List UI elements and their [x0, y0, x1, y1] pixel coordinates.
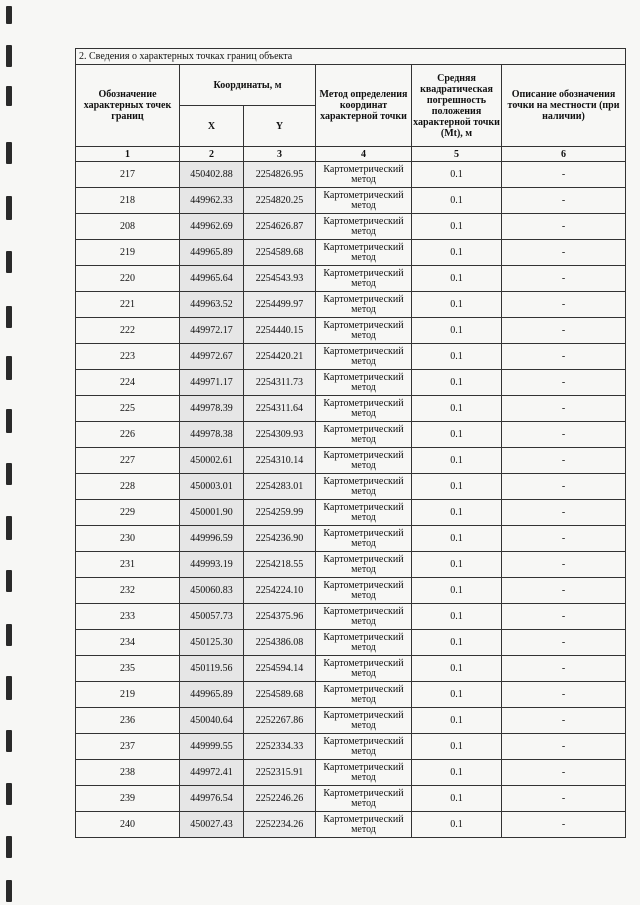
error-cell: 0.1	[412, 266, 502, 292]
method-cell: Картометрический метод	[316, 734, 412, 760]
binding-hole	[6, 570, 12, 592]
description-cell: -	[502, 240, 626, 266]
point-cell: 224	[76, 370, 180, 396]
binding-hole	[6, 86, 12, 106]
description-cell: -	[502, 318, 626, 344]
method-cell: Картометрический метод	[316, 188, 412, 214]
table-row	[76, 188, 626, 214]
description-cell: -	[502, 786, 626, 812]
y-coordinate-cell: 2254259.99	[244, 500, 316, 526]
table-row	[76, 682, 626, 708]
x-coordinate-cell: 449965.64	[180, 266, 244, 292]
x-coordinate-cell: 449965.89	[180, 682, 244, 708]
method-cell: Картометрический метод	[316, 422, 412, 448]
y-coordinate-cell: 2254309.93	[244, 422, 316, 448]
point-cell: 236	[76, 708, 180, 734]
method-cell: Картометрический метод	[316, 396, 412, 422]
table-caption: 2. Сведения о характерных точках границ объекта	[76, 49, 626, 65]
error-cell: 0.1	[412, 162, 502, 188]
description-cell: -	[502, 500, 626, 526]
method-cell: Картометрический метод	[316, 448, 412, 474]
method-cell: Картометрический метод	[316, 552, 412, 578]
header-error: Средняя квадратическая погрешность положения характерной точки (Mt), м	[412, 65, 502, 147]
method-cell: Картометрический метод	[316, 630, 412, 656]
x-coordinate-cell: 450027.43	[180, 812, 244, 838]
x-coordinate-cell: 450040.64	[180, 708, 244, 734]
description-cell: -	[502, 630, 626, 656]
description-cell: -	[502, 448, 626, 474]
error-cell: 0.1	[412, 370, 502, 396]
y-coordinate-cell: 2254820.25	[244, 188, 316, 214]
method-cell: Картометрический метод	[316, 500, 412, 526]
point-cell: 237	[76, 734, 180, 760]
point-cell: 218	[76, 188, 180, 214]
table-row	[76, 240, 626, 266]
binding-hole	[6, 730, 12, 752]
point-cell: 223	[76, 344, 180, 370]
binding-hole	[6, 6, 12, 24]
table-row	[76, 162, 626, 188]
y-coordinate-cell: 2254543.93	[244, 266, 316, 292]
column-number: 1	[76, 147, 180, 162]
error-cell: 0.1	[412, 422, 502, 448]
error-cell: 0.1	[412, 734, 502, 760]
y-coordinate-cell: 2254218.55	[244, 552, 316, 578]
x-coordinate-cell: 449993.19	[180, 552, 244, 578]
description-cell: -	[502, 396, 626, 422]
table-row	[76, 526, 626, 552]
x-coordinate-cell: 450003.01	[180, 474, 244, 500]
error-cell: 0.1	[412, 344, 502, 370]
method-cell: Картометрический метод	[316, 240, 412, 266]
point-cell: 219	[76, 682, 180, 708]
method-cell: Картометрический метод	[316, 370, 412, 396]
table-row	[76, 604, 626, 630]
point-cell: 233	[76, 604, 180, 630]
x-coordinate-cell: 449972.17	[180, 318, 244, 344]
table-row	[76, 318, 626, 344]
y-coordinate-cell: 2254420.21	[244, 344, 316, 370]
y-coordinate-cell: 2254589.68	[244, 682, 316, 708]
x-coordinate-cell: 450125.30	[180, 630, 244, 656]
binding-hole	[6, 463, 12, 485]
y-coordinate-cell: 2254594.14	[244, 656, 316, 682]
point-cell: 228	[76, 474, 180, 500]
description-cell: -	[502, 604, 626, 630]
header-description: Описание обозначения точки на местности (при наличии)	[502, 65, 626, 147]
description-cell: -	[502, 812, 626, 838]
description-cell: -	[502, 578, 626, 604]
column-number: 2	[180, 147, 244, 162]
y-coordinate-cell: 2254589.68	[244, 240, 316, 266]
point-cell: 232	[76, 578, 180, 604]
point-cell: 217	[76, 162, 180, 188]
x-coordinate-cell: 450119.56	[180, 656, 244, 682]
method-cell: Картометрический метод	[316, 682, 412, 708]
error-cell: 0.1	[412, 708, 502, 734]
error-cell: 0.1	[412, 786, 502, 812]
table-row	[76, 422, 626, 448]
method-cell: Картометрический метод	[316, 526, 412, 552]
column-number: 4	[316, 147, 412, 162]
description-cell: -	[502, 188, 626, 214]
binding-hole	[6, 356, 12, 380]
error-cell: 0.1	[412, 214, 502, 240]
error-cell: 0.1	[412, 682, 502, 708]
y-coordinate-cell: 2254375.96	[244, 604, 316, 630]
description-cell: -	[502, 266, 626, 292]
description-cell: -	[502, 552, 626, 578]
y-coordinate-cell: 2254826.95	[244, 162, 316, 188]
x-coordinate-cell: 449965.89	[180, 240, 244, 266]
point-cell: 226	[76, 422, 180, 448]
table-row	[76, 292, 626, 318]
table-row	[76, 786, 626, 812]
table-row	[76, 370, 626, 396]
x-coordinate-cell: 449963.52	[180, 292, 244, 318]
y-coordinate-cell: 2254626.87	[244, 214, 316, 240]
y-coordinate-cell: 2254236.90	[244, 526, 316, 552]
x-coordinate-cell: 450002.61	[180, 448, 244, 474]
error-cell: 0.1	[412, 630, 502, 656]
binding-hole	[6, 676, 12, 700]
error-cell: 0.1	[412, 318, 502, 344]
binding-hole	[6, 516, 12, 540]
method-cell: Картометрический метод	[316, 292, 412, 318]
table-row	[76, 448, 626, 474]
header-y: Y	[244, 106, 316, 147]
description-cell: -	[502, 292, 626, 318]
error-cell: 0.1	[412, 552, 502, 578]
y-coordinate-cell: 2254310.14	[244, 448, 316, 474]
x-coordinate-cell: 450057.73	[180, 604, 244, 630]
x-coordinate-cell: 449978.38	[180, 422, 244, 448]
binding-hole	[6, 196, 12, 220]
point-cell: 231	[76, 552, 180, 578]
table-row	[76, 760, 626, 786]
binding-edge	[0, 0, 22, 905]
x-coordinate-cell: 449978.39	[180, 396, 244, 422]
point-cell: 208	[76, 214, 180, 240]
column-number: 5	[412, 147, 502, 162]
description-cell: -	[502, 526, 626, 552]
header-coordinates: Координаты, м	[180, 65, 316, 106]
table-row	[76, 266, 626, 292]
point-cell: 240	[76, 812, 180, 838]
point-cell: 234	[76, 630, 180, 656]
description-cell: -	[502, 708, 626, 734]
description-cell: -	[502, 682, 626, 708]
x-coordinate-cell: 449996.59	[180, 526, 244, 552]
table-row	[76, 656, 626, 682]
document-page	[22, 0, 640, 905]
y-coordinate-cell: 2252234.26	[244, 812, 316, 838]
header-x: X	[180, 106, 244, 147]
y-coordinate-cell: 2252315.91	[244, 760, 316, 786]
table-row	[76, 344, 626, 370]
table-row	[76, 500, 626, 526]
x-coordinate-cell: 450402.88	[180, 162, 244, 188]
table-row	[76, 734, 626, 760]
method-cell: Картометрический метод	[316, 604, 412, 630]
column-number: 6	[502, 147, 626, 162]
point-cell: 239	[76, 786, 180, 812]
point-cell: 227	[76, 448, 180, 474]
y-coordinate-cell: 2254499.97	[244, 292, 316, 318]
method-cell: Картометрический метод	[316, 344, 412, 370]
y-coordinate-cell: 2252267.86	[244, 708, 316, 734]
method-cell: Картометрический метод	[316, 812, 412, 838]
point-cell: 221	[76, 292, 180, 318]
method-cell: Картометрический метод	[316, 266, 412, 292]
error-cell: 0.1	[412, 656, 502, 682]
point-cell: 230	[76, 526, 180, 552]
header-method: Метод определения координат характерной точки	[316, 65, 412, 147]
header-designation: Обозначение характерных точек границ	[76, 65, 180, 147]
method-cell: Картометрический метод	[316, 578, 412, 604]
error-cell: 0.1	[412, 526, 502, 552]
binding-hole	[6, 251, 12, 273]
point-cell: 225	[76, 396, 180, 422]
method-cell: Картометрический метод	[316, 474, 412, 500]
x-coordinate-cell: 449972.67	[180, 344, 244, 370]
x-coordinate-cell: 450001.90	[180, 500, 244, 526]
method-cell: Картометрический метод	[316, 760, 412, 786]
table-row	[76, 474, 626, 500]
error-cell: 0.1	[412, 292, 502, 318]
error-cell: 0.1	[412, 396, 502, 422]
binding-hole	[6, 409, 12, 433]
y-coordinate-cell: 2254386.08	[244, 630, 316, 656]
point-cell: 222	[76, 318, 180, 344]
method-cell: Картометрический метод	[316, 318, 412, 344]
description-cell: -	[502, 162, 626, 188]
error-cell: 0.1	[412, 500, 502, 526]
y-coordinate-cell: 2254311.73	[244, 370, 316, 396]
table-row	[76, 708, 626, 734]
point-cell: 235	[76, 656, 180, 682]
table-row	[76, 812, 626, 838]
x-coordinate-cell: 449976.54	[180, 786, 244, 812]
points-table	[75, 48, 626, 838]
point-cell: 238	[76, 760, 180, 786]
table-row	[76, 396, 626, 422]
y-coordinate-cell: 2254440.15	[244, 318, 316, 344]
error-cell: 0.1	[412, 760, 502, 786]
column-number: 3	[244, 147, 316, 162]
x-coordinate-cell: 449999.55	[180, 734, 244, 760]
binding-hole	[6, 624, 12, 646]
x-coordinate-cell: 449971.17	[180, 370, 244, 396]
binding-hole	[6, 836, 12, 858]
error-cell: 0.1	[412, 474, 502, 500]
description-cell: -	[502, 422, 626, 448]
error-cell: 0.1	[412, 578, 502, 604]
point-cell: 219	[76, 240, 180, 266]
x-coordinate-cell: 449962.69	[180, 214, 244, 240]
y-coordinate-cell: 2252334.33	[244, 734, 316, 760]
table-row	[76, 630, 626, 656]
error-cell: 0.1	[412, 604, 502, 630]
method-cell: Картометрический метод	[316, 214, 412, 240]
description-cell: -	[502, 344, 626, 370]
method-cell: Картометрический метод	[316, 656, 412, 682]
y-coordinate-cell: 2252246.26	[244, 786, 316, 812]
binding-hole	[6, 783, 12, 805]
y-coordinate-cell: 2254283.01	[244, 474, 316, 500]
x-coordinate-cell: 449972.41	[180, 760, 244, 786]
binding-hole	[6, 45, 12, 67]
binding-hole	[6, 306, 12, 328]
x-coordinate-cell: 449962.33	[180, 188, 244, 214]
description-cell: -	[502, 734, 626, 760]
table-row	[76, 552, 626, 578]
point-cell: 229	[76, 500, 180, 526]
error-cell: 0.1	[412, 448, 502, 474]
description-cell: -	[502, 474, 626, 500]
x-coordinate-cell: 450060.83	[180, 578, 244, 604]
binding-hole	[6, 880, 12, 902]
error-cell: 0.1	[412, 240, 502, 266]
description-cell: -	[502, 370, 626, 396]
y-coordinate-cell: 2254224.10	[244, 578, 316, 604]
error-cell: 0.1	[412, 812, 502, 838]
error-cell: 0.1	[412, 188, 502, 214]
description-cell: -	[502, 656, 626, 682]
table-row	[76, 578, 626, 604]
method-cell: Картометрический метод	[316, 786, 412, 812]
method-cell: Картометрический метод	[316, 708, 412, 734]
y-coordinate-cell: 2254311.64	[244, 396, 316, 422]
description-cell: -	[502, 214, 626, 240]
binding-hole	[6, 142, 12, 164]
point-cell: 220	[76, 266, 180, 292]
table-row	[76, 214, 626, 240]
description-cell: -	[502, 760, 626, 786]
method-cell: Картометрический метод	[316, 162, 412, 188]
